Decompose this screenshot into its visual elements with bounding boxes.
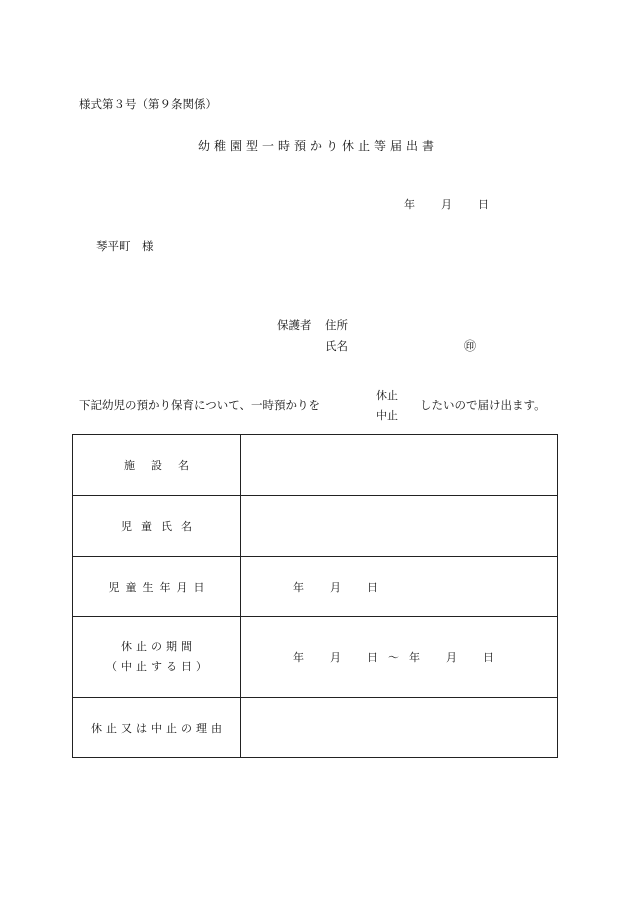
facility-label: 施設名	[124, 459, 205, 472]
statement-ending: したいので届け出ます。	[420, 398, 546, 412]
option-cancel: 中止	[376, 409, 398, 422]
facility-field[interactable]	[241, 435, 558, 496]
submission-date	[404, 196, 489, 212]
period-label-cell	[73, 617, 241, 698]
reason-label-cell	[73, 698, 241, 758]
period-tilde: ～	[388, 651, 399, 664]
birthdate-label-cell	[73, 557, 241, 617]
application-table	[72, 434, 558, 758]
birth-month: 月	[330, 580, 341, 594]
document-title: 幼稚園型一時預かり休止等届出書	[197, 139, 438, 153]
period-sublabel: （中止する日）	[106, 660, 211, 673]
period-year-to: 年	[409, 651, 420, 664]
addressee: 琴平町 様	[96, 239, 154, 253]
birthdate-field[interactable]	[241, 557, 558, 617]
birth-day: 日	[367, 580, 378, 594]
period-day-from: 日	[367, 651, 378, 664]
table-row	[73, 496, 558, 557]
period-month-to: 月	[446, 651, 457, 664]
period-label: 休止の期間	[121, 640, 196, 653]
child-name-label-cell	[73, 496, 241, 557]
table-row	[73, 557, 558, 617]
facility-label-cell	[73, 435, 241, 496]
guardian-address-label: 住所	[325, 318, 348, 332]
date-day: 日	[478, 198, 489, 211]
statement-text: 下記幼児の預かり保育について、一時預かりを	[79, 398, 321, 412]
period-field[interactable]	[241, 617, 558, 698]
period-year-from: 年	[293, 651, 304, 664]
table-row	[73, 435, 558, 496]
period-day-to: 日	[483, 651, 494, 664]
reason-field[interactable]	[241, 698, 558, 758]
birthdate-label: 児童生年月日	[108, 580, 211, 594]
reason-label: 休止又は中止の理由	[91, 721, 226, 735]
seal-mark: ㊞	[464, 339, 477, 353]
form-reference: 様式第３号（第９条関係）	[79, 97, 217, 111]
child-name-label: 児童氏名	[121, 520, 201, 533]
guardian-name-label: 氏名	[325, 339, 348, 353]
birth-year: 年	[293, 580, 304, 594]
date-month: 月	[441, 198, 452, 211]
guardian-label: 保護者	[277, 318, 312, 332]
table-row	[73, 617, 558, 698]
option-suspend: 休止	[376, 389, 398, 402]
period-month-from: 月	[330, 651, 341, 664]
table-row	[73, 698, 558, 758]
date-year: 年	[404, 198, 415, 211]
child-name-field[interactable]	[241, 496, 558, 557]
